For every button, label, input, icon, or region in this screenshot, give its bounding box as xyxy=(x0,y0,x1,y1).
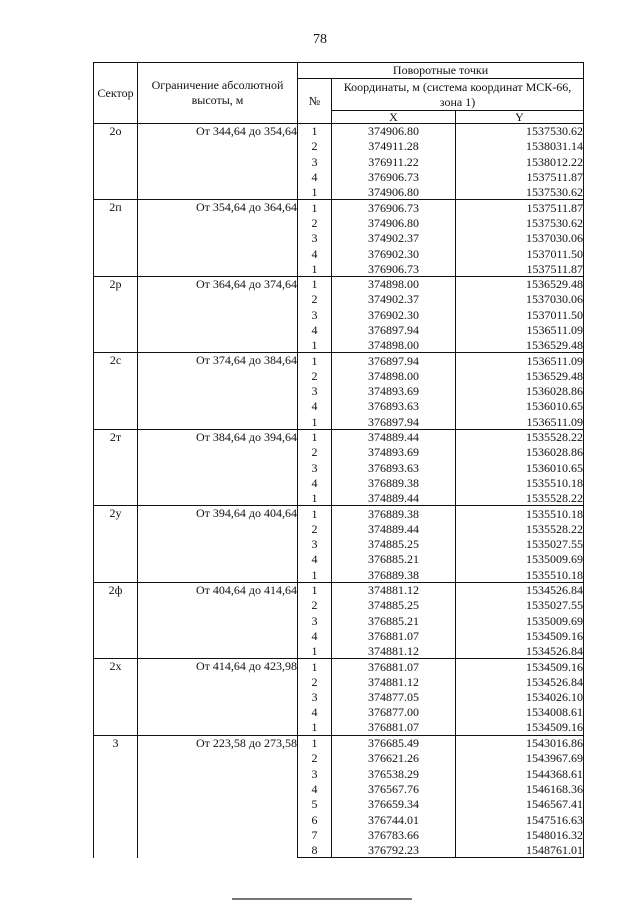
coord-x: 374881.12 xyxy=(332,674,456,689)
coord-y: 1535510.18 xyxy=(456,475,584,490)
point-number: 3 xyxy=(298,307,332,322)
coord-x: 374898.00 xyxy=(332,368,456,383)
coord-x: 376538.29 xyxy=(332,766,456,781)
coord-x: 376897.94 xyxy=(332,322,456,337)
sector-id: 3 xyxy=(94,735,138,857)
coord-y: 1546168.36 xyxy=(456,781,584,796)
coord-x: 374911.28 xyxy=(332,139,456,154)
altitude-limit: От 364,64 до 374,64 xyxy=(138,276,298,352)
altitude-limit: От 404,64 до 414,64 xyxy=(138,582,298,658)
coord-x: 376906.73 xyxy=(332,200,456,215)
table-row xyxy=(94,506,584,521)
coord-x: 376889.38 xyxy=(332,475,456,490)
coord-x: 376885.21 xyxy=(332,552,456,567)
coord-x: 376885.21 xyxy=(332,613,456,628)
coord-y: 1547516.63 xyxy=(456,812,584,827)
point-number: 4 xyxy=(298,399,332,414)
point-number: 1 xyxy=(298,567,332,582)
coord-x: 376902.30 xyxy=(332,307,456,322)
point-number: 1 xyxy=(298,353,332,368)
coord-y: 1536529.48 xyxy=(456,338,584,353)
point-number: 5 xyxy=(298,797,332,812)
coord-x: 376881.07 xyxy=(332,628,456,643)
coord-y: 1536511.09 xyxy=(456,322,584,337)
coord-y: 1548761.01 xyxy=(456,842,584,857)
altitude-limit: От 384,64 до 394,64 xyxy=(138,429,298,505)
point-number: 4 xyxy=(298,169,332,184)
coord-y: 1537530.62 xyxy=(456,124,584,139)
table-row xyxy=(94,124,584,139)
table-header xyxy=(94,63,584,124)
point-number: 3 xyxy=(298,613,332,628)
point-number: 2 xyxy=(298,674,332,689)
point-number: 3 xyxy=(298,537,332,552)
coord-y: 1534509.16 xyxy=(456,720,584,735)
coord-x: 374902.37 xyxy=(332,292,456,307)
coord-y: 1535027.55 xyxy=(456,598,584,613)
point-number: 1 xyxy=(298,414,332,429)
coord-x: 374881.12 xyxy=(332,582,456,597)
coord-x: 374902.37 xyxy=(332,231,456,246)
coord-y: 1535510.18 xyxy=(456,567,584,582)
table-row xyxy=(94,659,584,674)
coord-x: 374889.44 xyxy=(332,429,456,444)
point-number: 2 xyxy=(298,751,332,766)
coord-x: 374906.80 xyxy=(332,124,456,139)
coord-x: 376621.26 xyxy=(332,751,456,766)
header-x: X xyxy=(332,111,456,124)
sector-id: 2о xyxy=(94,124,138,200)
point-number: 4 xyxy=(298,705,332,720)
coord-x: 374898.00 xyxy=(332,276,456,291)
coord-x: 376906.73 xyxy=(332,169,456,184)
altitude-limit: От 223,58 до 273,58 xyxy=(138,735,298,857)
point-number: 2 xyxy=(298,598,332,613)
coord-x: 374885.25 xyxy=(332,537,456,552)
point-number: 1 xyxy=(298,644,332,659)
coord-y: 1536529.48 xyxy=(456,276,584,291)
point-number: 6 xyxy=(298,812,332,827)
header-coordinates: Координаты, м (система координат МСК-66, зона 1) xyxy=(332,79,584,111)
point-number: 1 xyxy=(298,582,332,597)
coord-x: 376902.30 xyxy=(332,246,456,261)
coord-x: 376911.22 xyxy=(332,154,456,169)
point-number: 1 xyxy=(298,261,332,276)
coord-x: 374889.44 xyxy=(332,491,456,506)
point-number: 1 xyxy=(298,659,332,674)
coord-y: 1534526.84 xyxy=(456,644,584,659)
point-number: 1 xyxy=(298,720,332,735)
sector-id: 2п xyxy=(94,200,138,276)
coord-y: 1535528.22 xyxy=(456,491,584,506)
point-number: 2 xyxy=(298,445,332,460)
point-number: 3 xyxy=(298,460,332,475)
coord-x: 376792.23 xyxy=(332,842,456,857)
coord-y: 1534509.16 xyxy=(456,659,584,674)
coord-x: 376659.34 xyxy=(332,797,456,812)
coord-x: 374906.80 xyxy=(332,185,456,200)
table-row xyxy=(94,353,584,368)
point-number: 3 xyxy=(298,689,332,704)
coord-y: 1537030.06 xyxy=(456,231,584,246)
header-altitude-limit: Ограничение абсолютной высоты, м xyxy=(138,63,298,124)
sector-id: 2с xyxy=(94,353,138,429)
coord-x: 374893.69 xyxy=(332,384,456,399)
coord-y: 1537011.50 xyxy=(456,307,584,322)
page-number: 78 xyxy=(313,32,327,47)
coord-x: 376881.07 xyxy=(332,720,456,735)
altitude-limit: От 414,64 до 423,98 xyxy=(138,659,298,735)
coord-y: 1535009.69 xyxy=(456,552,584,567)
coord-y: 1535510.18 xyxy=(456,506,584,521)
sector-id: 2х xyxy=(94,659,138,735)
point-number: 2 xyxy=(298,368,332,383)
coord-y: 1543016.86 xyxy=(456,735,584,750)
header-turning-points: Поворотные точки xyxy=(298,63,584,79)
coord-x: 374877.05 xyxy=(332,689,456,704)
coord-y: 1537530.62 xyxy=(456,185,584,200)
table-row xyxy=(94,429,584,444)
coord-y: 1536511.09 xyxy=(456,414,584,429)
coord-y: 1535528.22 xyxy=(456,429,584,444)
altitude-limit: От 394,64 до 404,64 xyxy=(138,506,298,582)
point-number: 4 xyxy=(298,628,332,643)
coord-x: 376744.01 xyxy=(332,812,456,827)
coord-x: 374889.44 xyxy=(332,521,456,536)
coord-y: 1537030.06 xyxy=(456,292,584,307)
coord-y: 1544368.61 xyxy=(456,766,584,781)
coord-x: 376893.63 xyxy=(332,399,456,414)
point-number: 2 xyxy=(298,521,332,536)
coord-x: 374906.80 xyxy=(332,215,456,230)
coordinates-table xyxy=(93,62,584,858)
coord-x: 376685.49 xyxy=(332,735,456,750)
coord-x: 376567.76 xyxy=(332,781,456,796)
coord-y: 1534008.61 xyxy=(456,705,584,720)
coord-y: 1536529.48 xyxy=(456,368,584,383)
point-number: 2 xyxy=(298,215,332,230)
coord-y: 1537511.87 xyxy=(456,169,584,184)
sector-id: 2т xyxy=(94,429,138,505)
altitude-limit: От 344,64 до 354,64 xyxy=(138,124,298,200)
coord-x: 376783.66 xyxy=(332,827,456,842)
table-body xyxy=(94,124,584,858)
coord-y: 1536028.86 xyxy=(456,384,584,399)
coord-x: 376897.94 xyxy=(332,414,456,429)
coord-y: 1535009.69 xyxy=(456,613,584,628)
point-number: 1 xyxy=(298,491,332,506)
coord-x: 376889.38 xyxy=(332,506,456,521)
point-number: 2 xyxy=(298,292,332,307)
coord-x: 374881.12 xyxy=(332,644,456,659)
point-number: 1 xyxy=(298,338,332,353)
coord-y: 1536511.09 xyxy=(456,353,584,368)
coord-y: 1548016.32 xyxy=(456,827,584,842)
coord-y: 1534509.16 xyxy=(456,628,584,643)
coord-x: 376906.73 xyxy=(332,261,456,276)
altitude-limit: От 374,64 до 384,64 xyxy=(138,353,298,429)
coord-y: 1535528.22 xyxy=(456,521,584,536)
coord-y: 1536028.86 xyxy=(456,445,584,460)
table-row xyxy=(94,735,584,750)
header-sector: Сектор xyxy=(94,63,138,124)
coord-y: 1536010.65 xyxy=(456,399,584,414)
coord-x: 376877.00 xyxy=(332,705,456,720)
footer-rule xyxy=(232,898,412,900)
header-point-number: № xyxy=(298,79,332,124)
point-number: 1 xyxy=(298,506,332,521)
table-row xyxy=(94,276,584,291)
coord-x: 374885.25 xyxy=(332,598,456,613)
coord-y: 1537530.62 xyxy=(456,215,584,230)
coord-y: 1534026.10 xyxy=(456,689,584,704)
sector-id: 2у xyxy=(94,506,138,582)
point-number: 1 xyxy=(298,185,332,200)
coord-y: 1538012.22 xyxy=(456,154,584,169)
altitude-limit: От 354,64 до 364,64 xyxy=(138,200,298,276)
point-number: 3 xyxy=(298,384,332,399)
sector-id: 2ф xyxy=(94,582,138,658)
point-number: 4 xyxy=(298,781,332,796)
point-number: 1 xyxy=(298,735,332,750)
point-number: 4 xyxy=(298,552,332,567)
sector-id: 2р xyxy=(94,276,138,352)
point-number: 3 xyxy=(298,231,332,246)
coord-y: 1537011.50 xyxy=(456,246,584,261)
coord-y: 1534526.84 xyxy=(456,674,584,689)
point-number: 3 xyxy=(298,154,332,169)
point-number: 2 xyxy=(298,139,332,154)
table-row xyxy=(94,582,584,597)
point-number: 8 xyxy=(298,842,332,857)
table-row xyxy=(94,200,584,215)
coord-x: 374898.00 xyxy=(332,338,456,353)
coord-y: 1537511.87 xyxy=(456,261,584,276)
point-number: 4 xyxy=(298,475,332,490)
point-number: 1 xyxy=(298,200,332,215)
header-y: Y xyxy=(456,111,584,124)
coord-x: 374893.69 xyxy=(332,445,456,460)
point-number: 4 xyxy=(298,246,332,261)
point-number: 1 xyxy=(298,276,332,291)
point-number: 1 xyxy=(298,124,332,139)
coord-y: 1534526.84 xyxy=(456,582,584,597)
coord-y: 1543967.69 xyxy=(456,751,584,766)
coord-x: 376889.38 xyxy=(332,567,456,582)
coord-y: 1546567.41 xyxy=(456,797,584,812)
coord-y: 1535027.55 xyxy=(456,537,584,552)
point-number: 3 xyxy=(298,766,332,781)
coord-y: 1537511.87 xyxy=(456,200,584,215)
point-number: 7 xyxy=(298,827,332,842)
coord-x: 376893.63 xyxy=(332,460,456,475)
coord-y: 1538031.14 xyxy=(456,139,584,154)
point-number: 1 xyxy=(298,429,332,444)
coord-x: 376897.94 xyxy=(332,353,456,368)
coord-x: 376881.07 xyxy=(332,659,456,674)
coord-y: 1536010.65 xyxy=(456,460,584,475)
point-number: 4 xyxy=(298,322,332,337)
